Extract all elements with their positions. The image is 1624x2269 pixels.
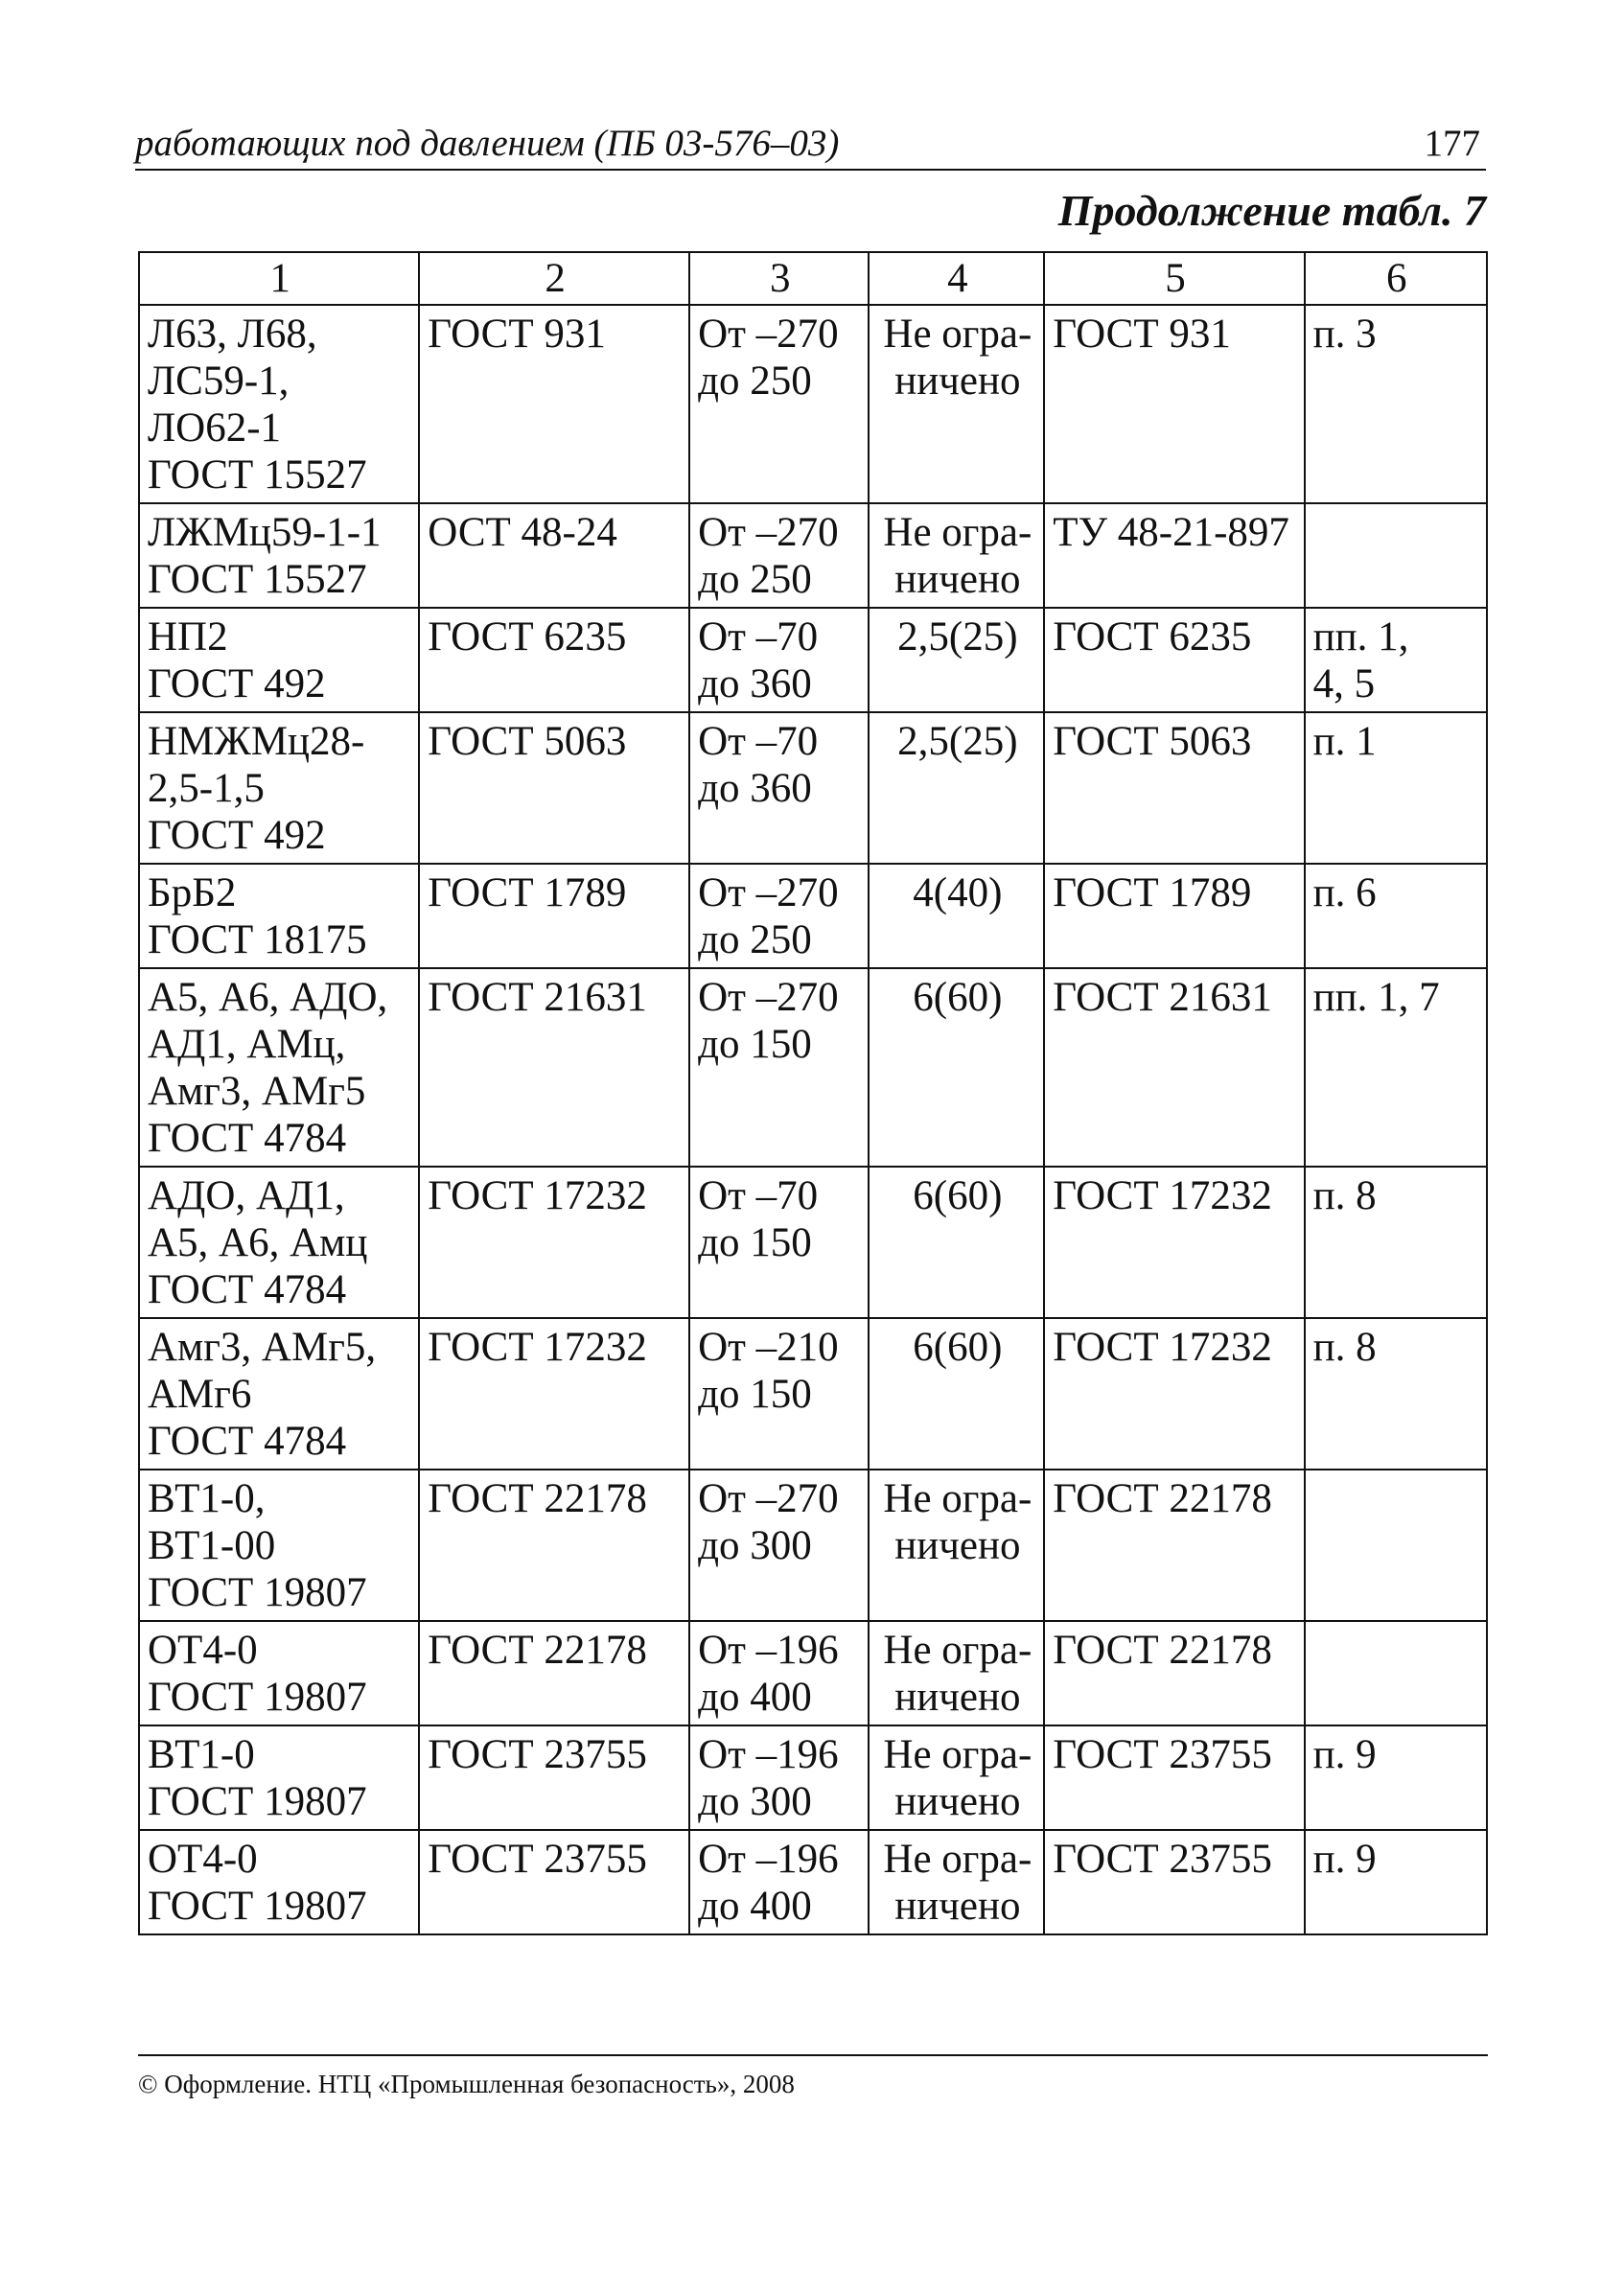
cell-line: АДО, АД1, bbox=[148, 1173, 345, 1218]
running-header bbox=[135, 115, 1486, 171]
cell-line: ГОСТ 4784 bbox=[148, 1267, 347, 1312]
cell-line: Не огра- bbox=[883, 1476, 1032, 1521]
temperature-cell bbox=[689, 1167, 869, 1318]
cell-line: ГОСТ 21631 bbox=[1053, 975, 1272, 1020]
cell-line: Амг3, АМг5 bbox=[148, 1069, 366, 1114]
control-standard-cell bbox=[1044, 712, 1304, 864]
cell-line: От –70 bbox=[698, 614, 819, 660]
material-cell bbox=[139, 1725, 419, 1830]
notes-cell bbox=[1305, 1318, 1487, 1470]
cell-line: НП2 bbox=[148, 614, 228, 660]
temperature-cell bbox=[689, 1470, 869, 1621]
cell-line: ВТ1-00 bbox=[148, 1523, 276, 1568]
cell-line: ГОСТ 931 bbox=[428, 312, 606, 357]
pressure-cell bbox=[869, 1621, 1044, 1725]
cell-line: ТУ 48-21-897 bbox=[1053, 510, 1289, 555]
table-row bbox=[139, 608, 1487, 712]
cell-line: ГОСТ 17232 bbox=[1053, 1173, 1272, 1218]
standard-cell bbox=[419, 1167, 689, 1318]
material-cell bbox=[139, 712, 419, 864]
cell-line: 6(60) bbox=[913, 975, 1003, 1020]
temperature-cell bbox=[689, 1318, 869, 1470]
notes-cell bbox=[1305, 968, 1487, 1167]
cell-line: ГОСТ 19807 bbox=[148, 1570, 367, 1615]
cell-line: БрБ2 bbox=[148, 870, 237, 915]
cell-line: ГОСТ 21631 bbox=[428, 975, 647, 1020]
pressure-cell bbox=[869, 1725, 1044, 1830]
temperature-cell bbox=[689, 968, 869, 1167]
cell-line: ничено bbox=[894, 359, 1021, 404]
cell-line: ВТ1-0 bbox=[148, 1732, 255, 1777]
control-standard-cell bbox=[1044, 1318, 1304, 1470]
cell-line: Амг3, АМг5, bbox=[148, 1325, 377, 1370]
table-row bbox=[139, 1725, 1487, 1830]
cell-line: ЛЖМц59-1-1 bbox=[148, 510, 382, 555]
notes-cell bbox=[1305, 1470, 1487, 1621]
column-header: 6 bbox=[1305, 252, 1487, 305]
standard-cell bbox=[419, 968, 689, 1167]
cell-line: А5, А6, АДО, bbox=[148, 975, 388, 1020]
cell-line: до 360 bbox=[698, 766, 812, 811]
cell-line: ГОСТ 4784 bbox=[148, 1116, 347, 1161]
temperature-cell bbox=[689, 608, 869, 712]
notes-cell bbox=[1305, 305, 1487, 503]
column-header: 2 bbox=[419, 252, 689, 305]
cell-line: до 360 bbox=[698, 661, 812, 706]
table-row bbox=[139, 1318, 1487, 1470]
notes-cell bbox=[1305, 1725, 1487, 1830]
cell-line: п. 3 bbox=[1312, 312, 1377, 357]
material-cell bbox=[139, 968, 419, 1167]
control-standard-cell bbox=[1044, 305, 1304, 503]
column-header: 4 bbox=[869, 252, 1044, 305]
cell-line: п. 6 bbox=[1312, 870, 1377, 915]
cell-line: 6(60) bbox=[913, 1325, 1003, 1370]
cell-line: ГОСТ 19807 bbox=[148, 1779, 367, 1824]
temperature-cell bbox=[689, 1830, 869, 1934]
cell-line: От –196 bbox=[698, 1732, 839, 1777]
notes-cell bbox=[1305, 1167, 1487, 1318]
standard-cell bbox=[419, 864, 689, 968]
control-standard-cell bbox=[1044, 864, 1304, 968]
cell-line: 2,5-1,5 bbox=[148, 766, 265, 811]
cell-line: ОТ4-0 bbox=[148, 1628, 258, 1673]
table-row bbox=[139, 1621, 1487, 1725]
control-standard-cell bbox=[1044, 503, 1304, 608]
cell-line: ничено bbox=[894, 557, 1021, 602]
cell-line: п. 9 bbox=[1312, 1732, 1377, 1777]
cell-line: НМЖМц28- bbox=[148, 719, 365, 764]
page-number: 177 bbox=[1424, 123, 1480, 164]
pressure-cell bbox=[869, 1830, 1044, 1934]
cell-line: От –270 bbox=[698, 510, 839, 555]
cell-line: ГОСТ 4784 bbox=[148, 1419, 347, 1464]
copyright-notice: © Оформление. НТЦ «Промышленная безопасность», 2008 bbox=[138, 2070, 795, 2098]
material-cell bbox=[139, 608, 419, 712]
column-header: 5 bbox=[1044, 252, 1304, 305]
cell-line: АМг6 bbox=[148, 1372, 252, 1417]
cell-line: Не огра- bbox=[883, 510, 1032, 555]
standard-cell bbox=[419, 1470, 689, 1621]
cell-line: ЛС59-1, bbox=[148, 359, 290, 404]
temperature-cell bbox=[689, 503, 869, 608]
cell-line: до 250 bbox=[698, 359, 812, 404]
materials-table bbox=[138, 251, 1488, 1935]
cell-line: ничено bbox=[894, 1779, 1021, 1824]
control-standard-cell bbox=[1044, 1621, 1304, 1725]
column-header: 1 bbox=[139, 252, 419, 305]
standard-cell bbox=[419, 305, 689, 503]
cell-line: 2,5(25) bbox=[897, 614, 1018, 660]
standard-cell bbox=[419, 503, 689, 608]
temperature-cell bbox=[689, 1621, 869, 1725]
control-standard-cell bbox=[1044, 608, 1304, 712]
material-cell bbox=[139, 1167, 419, 1318]
table-row bbox=[139, 1470, 1487, 1621]
pressure-cell bbox=[869, 1470, 1044, 1621]
cell-line: ГОСТ 19807 bbox=[148, 1675, 367, 1720]
cell-line: п. 9 bbox=[1312, 1837, 1377, 1882]
standard-cell bbox=[419, 1621, 689, 1725]
notes-cell bbox=[1305, 864, 1487, 968]
cell-line: Не огра- bbox=[883, 1837, 1032, 1882]
table-row bbox=[139, 864, 1487, 968]
cell-line: АД1, АМц, bbox=[148, 1022, 346, 1067]
standard-cell bbox=[419, 712, 689, 864]
control-standard-cell bbox=[1044, 968, 1304, 1167]
table-row bbox=[139, 1167, 1487, 1318]
standard-cell bbox=[419, 608, 689, 712]
table-row bbox=[139, 968, 1487, 1167]
notes-cell bbox=[1305, 503, 1487, 608]
notes-cell bbox=[1305, 1621, 1487, 1725]
cell-line: От –270 bbox=[698, 312, 839, 357]
cell-line: Не огра- bbox=[883, 312, 1032, 357]
pressure-cell bbox=[869, 864, 1044, 968]
cell-line: ГОСТ 15527 bbox=[148, 452, 367, 498]
cell-line: до 150 bbox=[698, 1022, 812, 1067]
pressure-cell bbox=[869, 1318, 1044, 1470]
cell-line: ГОСТ 23755 bbox=[428, 1837, 647, 1882]
cell-line: ничено bbox=[894, 1523, 1021, 1568]
cell-line: ГОСТ 6235 bbox=[1053, 614, 1252, 660]
cell-line: ничено bbox=[894, 1884, 1021, 1929]
cell-line: до 400 bbox=[698, 1884, 812, 1929]
cell-line: п. 1 bbox=[1312, 719, 1377, 764]
pressure-cell bbox=[869, 305, 1044, 503]
control-standard-cell bbox=[1044, 1167, 1304, 1318]
standard-cell bbox=[419, 1830, 689, 1934]
pressure-cell bbox=[869, 712, 1044, 864]
temperature-cell bbox=[689, 305, 869, 503]
cell-line: ГОСТ 22178 bbox=[428, 1476, 647, 1521]
cell-line: Не огра- bbox=[883, 1732, 1032, 1777]
column-number-row bbox=[139, 252, 1487, 305]
cell-line: От –270 bbox=[698, 1476, 839, 1521]
cell-line: ГОСТ 23755 bbox=[428, 1732, 647, 1777]
table-row bbox=[139, 305, 1487, 503]
cell-line: ГОСТ 22178 bbox=[1053, 1628, 1272, 1673]
cell-line: п. 8 bbox=[1312, 1325, 1377, 1370]
cell-line: ГОСТ 15527 bbox=[148, 557, 367, 602]
cell-line: п. 8 bbox=[1312, 1173, 1377, 1218]
material-cell bbox=[139, 1830, 419, 1934]
cell-line: ГОСТ 492 bbox=[148, 661, 326, 706]
pressure-cell bbox=[869, 503, 1044, 608]
cell-line: до 300 bbox=[698, 1523, 812, 1568]
material-cell bbox=[139, 503, 419, 608]
cell-line: 6(60) bbox=[913, 1173, 1003, 1218]
temperature-cell bbox=[689, 712, 869, 864]
material-cell bbox=[139, 305, 419, 503]
control-standard-cell bbox=[1044, 1470, 1304, 1621]
cell-line: ГОСТ 22178 bbox=[428, 1628, 647, 1673]
control-standard-cell bbox=[1044, 1725, 1304, 1830]
cell-line: ГОСТ 5063 bbox=[428, 719, 627, 764]
pressure-cell bbox=[869, 968, 1044, 1167]
material-cell bbox=[139, 1621, 419, 1725]
cell-line: ГОСТ 23755 bbox=[1053, 1732, 1272, 1777]
footer bbox=[138, 2054, 1488, 2099]
table-body bbox=[139, 305, 1487, 1934]
cell-line: ГОСТ 23755 bbox=[1053, 1837, 1272, 1882]
standard-cell bbox=[419, 1318, 689, 1470]
cell-line: От –70 bbox=[698, 1173, 819, 1218]
temperature-cell bbox=[689, 1725, 869, 1830]
cell-line: От –210 bbox=[698, 1325, 839, 1370]
cell-line: ОТ4-0 bbox=[148, 1837, 258, 1882]
table-row bbox=[139, 503, 1487, 608]
cell-line: ГОСТ 17232 bbox=[428, 1325, 647, 1370]
cell-line: ГОСТ 5063 bbox=[1053, 719, 1252, 764]
cell-line: пп. 1, 7 bbox=[1312, 975, 1440, 1020]
cell-line: ничено bbox=[894, 1675, 1021, 1720]
cell-line: до 300 bbox=[698, 1779, 812, 1824]
cell-line: ГОСТ 17232 bbox=[428, 1173, 647, 1218]
cell-line: до 400 bbox=[698, 1675, 812, 1720]
cell-line: ГОСТ 931 bbox=[1053, 312, 1231, 357]
pressure-cell bbox=[869, 608, 1044, 712]
cell-line: Л63, Л68, bbox=[148, 312, 317, 357]
column-header: 3 bbox=[689, 252, 869, 305]
notes-cell bbox=[1305, 1830, 1487, 1934]
cell-line: до 150 bbox=[698, 1220, 812, 1265]
running-header-title: работающих под давлением (ПБ 03-576–03) bbox=[135, 123, 840, 164]
temperature-cell bbox=[689, 864, 869, 968]
cell-line: до 150 bbox=[698, 1372, 812, 1417]
cell-line: ГОСТ 19807 bbox=[148, 1884, 367, 1929]
cell-line: От –270 bbox=[698, 975, 839, 1020]
cell-line: 4, 5 bbox=[1312, 661, 1376, 706]
cell-line: От –196 bbox=[698, 1837, 839, 1882]
cell-line: 4(40) bbox=[913, 870, 1003, 915]
cell-line: ЛО62-1 bbox=[148, 405, 282, 451]
material-cell bbox=[139, 1470, 419, 1621]
cell-line: пп. 1, bbox=[1312, 614, 1409, 660]
cell-line: От –70 bbox=[698, 719, 819, 764]
cell-line: ГОСТ 22178 bbox=[1053, 1476, 1272, 1521]
material-cell bbox=[139, 1318, 419, 1470]
table-row bbox=[139, 712, 1487, 864]
table-row bbox=[139, 1830, 1487, 1934]
cell-line: ВТ1-0, bbox=[148, 1476, 266, 1521]
cell-line: А5, А6, Амц bbox=[148, 1220, 368, 1265]
notes-cell bbox=[1305, 608, 1487, 712]
cell-line: до 250 bbox=[698, 917, 812, 962]
table-caption: Продолжение табл. 7 bbox=[1057, 186, 1486, 235]
cell-line: От –196 bbox=[698, 1628, 839, 1673]
material-cell bbox=[139, 864, 419, 968]
cell-line: ГОСТ 1789 bbox=[1053, 870, 1252, 915]
cell-line: От –270 bbox=[698, 870, 839, 915]
cell-line: ГОСТ 17232 bbox=[1053, 1325, 1272, 1370]
standard-cell bbox=[419, 1725, 689, 1830]
pressure-cell bbox=[869, 1167, 1044, 1318]
cell-line: ГОСТ 6235 bbox=[428, 614, 627, 660]
cell-line: до 250 bbox=[698, 557, 812, 602]
control-standard-cell bbox=[1044, 1830, 1304, 1934]
notes-cell bbox=[1305, 712, 1487, 864]
cell-line: 2,5(25) bbox=[897, 719, 1018, 764]
cell-line: ГОСТ 1789 bbox=[428, 870, 627, 915]
cell-line: ГОСТ 18175 bbox=[148, 917, 367, 962]
cell-line: ГОСТ 492 bbox=[148, 813, 326, 858]
cell-line: ОСТ 48-24 bbox=[428, 510, 617, 555]
cell-line: Не огра- bbox=[883, 1628, 1032, 1673]
